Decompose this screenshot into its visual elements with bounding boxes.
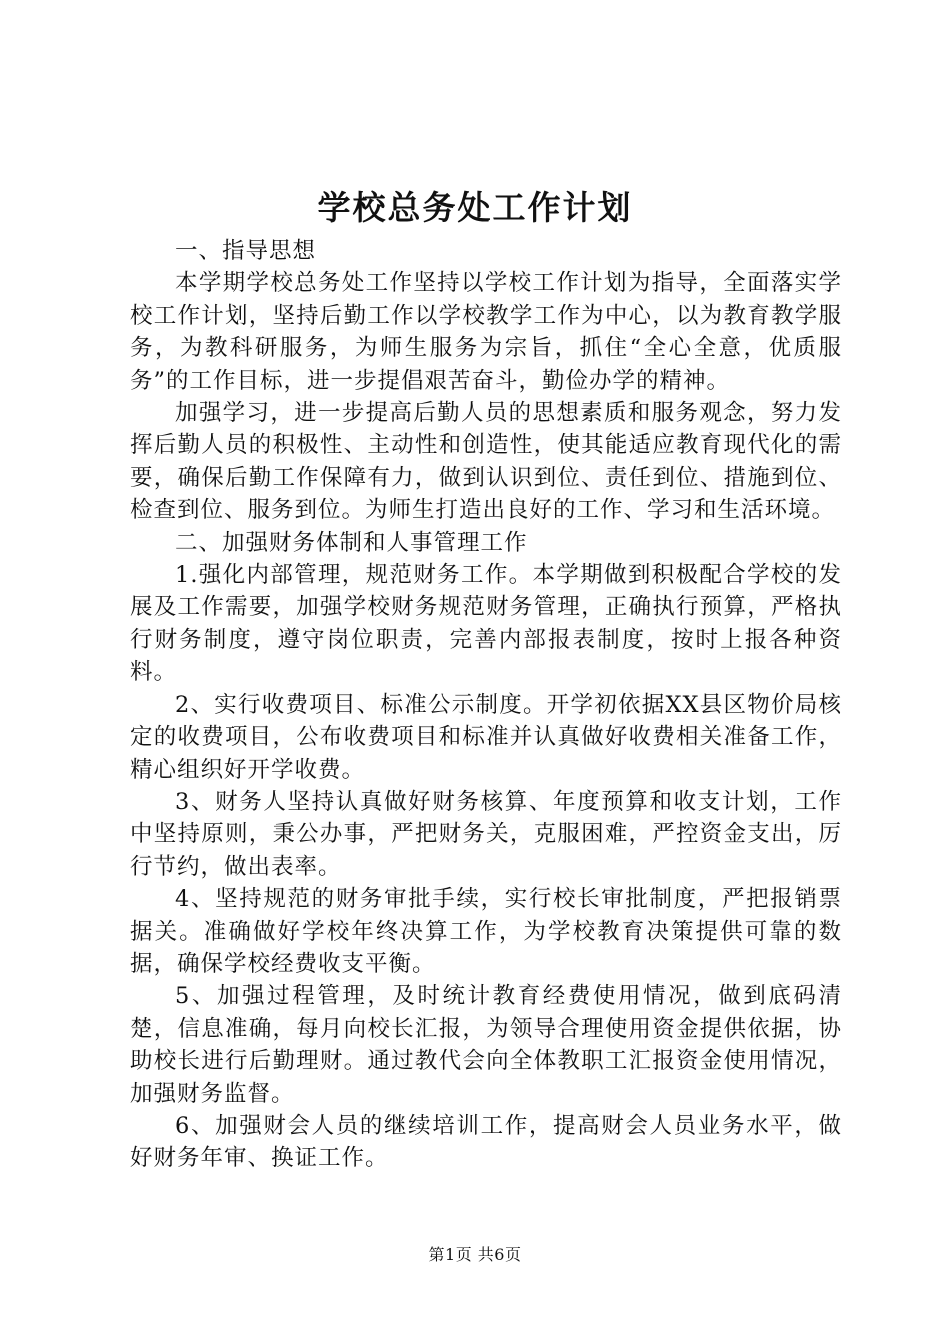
list-item: 4、坚持规范的财务审批手续，实行校长审批制度，严把报销票据关。准确做好学校年终决算工作，为学校教育决策提供可靠的数据，确保学校经费收支平衡。 [130, 886, 842, 977]
list-item: 5、加强过程管理，及时统计教育经费使用情况，做到底码清楚，信息准确，每月向校长汇报，为领导合理使用资金提供依据，协助校长进行后勤理财。通过教代会向全体教职工汇报资金使用情况，加强财务监督。 [130, 983, 842, 1107]
list-item: 6、加强财会人员的继续培训工作，提高财会人员业务水平，做好财务年审、换证工作。 [130, 1112, 842, 1172]
paragraph: 加强学习，进一步提高后勤人员的思想素质和服务观念，努力发挥后勤人员的积极性、主动性和创造性，使其能适应教育现代化的需要，确保后勤工作保障有力，做到认识到位、责任到位、措施到位、检查到位、服务到位。为师生打造出良好的工作、学习和生活环境。 [130, 400, 842, 524]
section-heading-guiding-ideology: 一、指导思想 [175, 238, 317, 264]
list-item: 2、实行收费项目、标准公示制度。开学初依据XX县区物价局核定的收费项目，公布收费项目和标准并认真做好收费相关准备工作，精心组织好开学收费。 [130, 691, 842, 783]
paragraph: 本学期学校总务处工作坚持以学校工作计划为指导，全面落实学校工作计划，坚持后勤工作以学校教学工作为中心，以为教育教学服务，为教科研服务，为师生服务为宗旨，抓住“全心全意，优质服务”的工作目标，进一步提倡艰苦奋斗，勤俭办学的精神。 [130, 270, 842, 394]
list-item: 1.强化内部管理，规范财务工作。本学期做到积极配合学校的发展及工作需要，加强学校财务规范财务管理，正确执行预算，严格执行财务制度，遵守岗位职责，完善内部报表制度，按时上报各种资料。 [130, 562, 842, 686]
document-body [130, 235, 842, 1175]
page-number-footer: 第1页 共6页 [428, 1245, 522, 1264]
list-item: 3、财务人坚持认真做好财务核算、年度预算和收支计划，工作中坚持原则，秉公办事，严把财务关，克服困难，严控资金支出，厉行节约，做出表率。 [130, 788, 842, 880]
section-heading-finance-management: 二、加强财务体制和人事管理工作 [175, 529, 528, 556]
document-title: 学校总务处工作计划 [317, 188, 633, 227]
